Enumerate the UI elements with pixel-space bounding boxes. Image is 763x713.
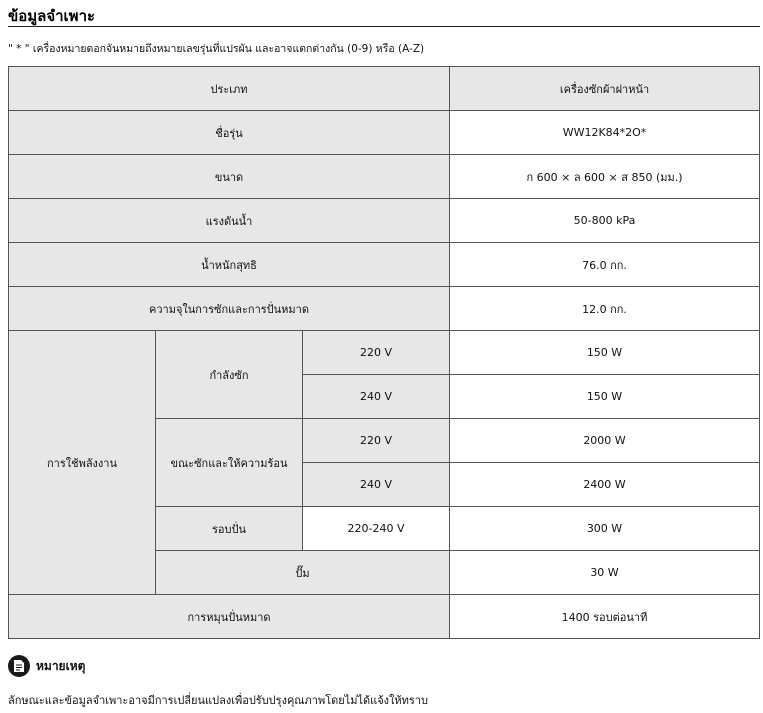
table-row [9,331,760,375]
spin-voltage: 220-240 V [303,507,450,551]
page-title: ข้อมูลจำเพาะ [8,7,96,25]
heat-voltage-2: 240 V [303,463,450,507]
pump-power: 30 W [450,551,760,595]
heat-label: ขณะซักและให้ความร้อน [156,419,303,507]
table-row [9,287,760,331]
heat-voltage-1: 220 V [303,419,450,463]
weight-label: น้ำหนักสุทธิ [9,243,450,287]
capacity-value: 12.0 กก. [450,287,760,331]
model-label: ชื่อรุ่น [9,111,450,155]
table-row [9,155,760,199]
spec-table [8,66,760,639]
pressure-value: 50-800 kPa [450,199,760,243]
size-value: ก 600 × ล 600 × ส 850 (มม.) [450,155,760,199]
heat-power-2: 2400 W [450,463,760,507]
type-value: เครื่องซักผ้าฝาหน้า [450,67,760,111]
table-row [9,243,760,287]
weight-value: 76.0 กก. [450,243,760,287]
size-label: ขนาด [9,155,450,199]
table-row [9,67,760,111]
capacity-label: ความจุในการซักและการปั่นหมาด [9,287,450,331]
asterisk-note: " * " เครื่องหมายดอกจันหมายถึงหมายเลขรุ่นที่แปรผัน และอาจแตกต่างกัน (0-9) หรือ (A-Z) [8,43,425,55]
table-row [9,199,760,243]
note-heading [8,655,85,677]
type-label: ประเภท [9,67,450,111]
wash-voltage-1: 220 V [303,331,450,375]
pressure-label: แรงดันน้ำ [9,199,450,243]
title-divider [8,26,760,27]
rpm-value: 1400 รอบต่อนาที [450,595,760,639]
wash-label: กำลังซัก [156,331,303,419]
note-heading-label: หมายเหตุ [36,658,86,673]
note-text: ลักษณะและข้อมูลจำเพาะอาจมีการเปลี่ยนแปลงเพื่อปรับปรุงคุณภาพโดยไม่ได้แจ้งให้ทราบ [8,694,428,707]
table-row [9,111,760,155]
heat-power-1: 2000 W [450,419,760,463]
rpm-label: การหมุนปั่นหมาด [9,595,450,639]
pump-label: ปั๊ม [156,551,450,595]
wash-voltage-2: 240 V [303,375,450,419]
table-row [9,595,760,639]
note-icon [8,655,30,677]
power-label: การใช้พลังงาน [9,331,156,595]
spin-label: รอบปั่น [156,507,303,551]
spin-power: 300 W [450,507,760,551]
model-value: WW12K84*2O* [450,111,760,155]
wash-power-1: 150 W [450,331,760,375]
wash-power-2: 150 W [450,375,760,419]
